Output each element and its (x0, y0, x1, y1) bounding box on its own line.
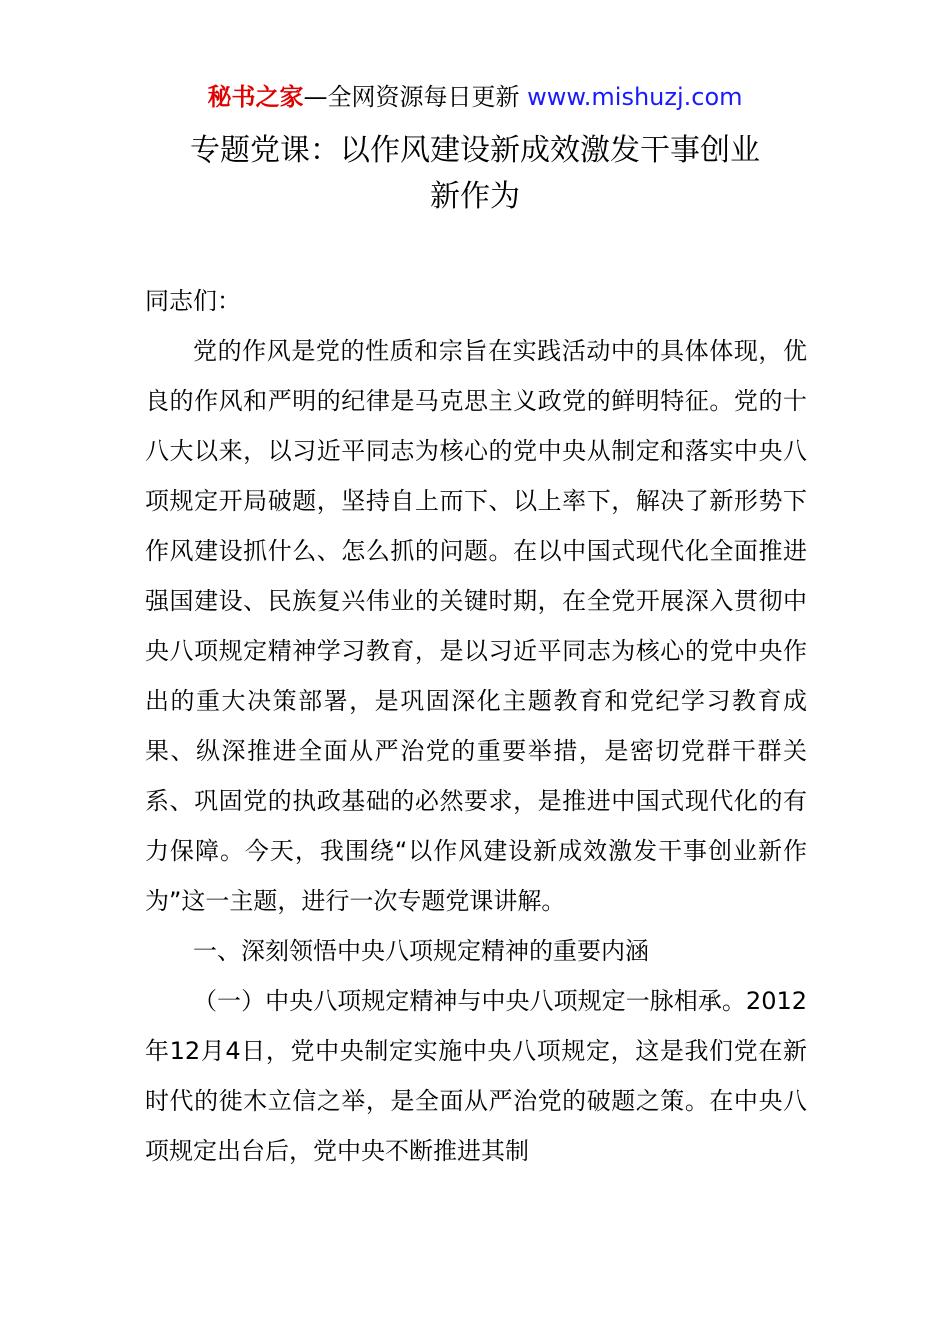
body-paragraph-1: 党的作风是党的性质和宗旨在实践活动中的具体体现，优良的作风和严明的纪律是马克思主义政党的鲜明特征。党的十八大以来，以习近平同志为核心的党中央从制定和落实中央八项规定开局破题，坚持自上而下、以上率下，解决了新形势下作风建设抓什么、怎么抓的问题。在以中国式现代化全面推进强国建设、民族复兴伟业的关键时期，在全党开展深入贯彻中央八项规定精神学习教育，是以习近平同志为核心的党中央作出的重大决策部署，是巩固深化主题教育和党纪学习教育成果、纵深推进全面从严治党的重要举措，是密切党群干群关系、巩固党的执政基础的必然要求，是推进中国式现代化的有力保障。今天，我围绕“以作风建设新成效激发干事创业新作为”这一主题，进行一次专题党课讲解。 (145, 337, 807, 915)
document-title (0, 128, 950, 220)
title-line-2: 新作为 (430, 179, 520, 214)
body-paragraph-2: （一）中央八项规定精神与中央八项规定一脉相承。2012年12月4日，党中央制定实施中央八项规定，这是我们党在新时代的徙木立信之举，是全面从严治党的破题之策。在中央八项规定出台后，党中央不断推进其制 (145, 987, 807, 1165)
brand-name: 秘书之家 (207, 83, 304, 111)
site-header (0, 82, 950, 112)
title-line-1: 专题党课：以作风建设新成效激发干事创业 (190, 133, 760, 168)
header-tagline: —全网资源每日更新 (303, 83, 528, 111)
salutation: 同志们： (145, 287, 241, 315)
site-url-link[interactable]: www.mishuzj.com (527, 83, 743, 111)
document-body (145, 276, 807, 1176)
section-heading-1: 一、深刻领悟中央八项规定精神的重要内涵 (193, 937, 649, 965)
